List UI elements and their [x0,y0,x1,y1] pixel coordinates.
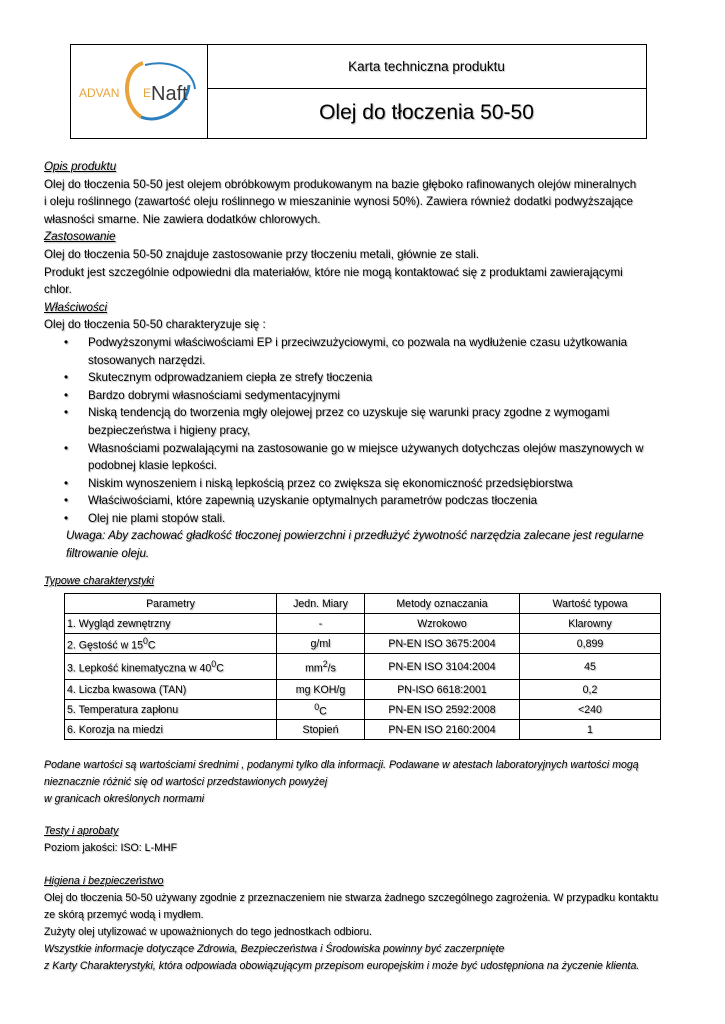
typical-table [64,593,661,740]
table-row [65,654,661,680]
cell-param: 4. Liczba kwasowa (TAN) [65,680,277,700]
application-line: Olej do tłoczenia 50-50 znajduje zastosowanie przy tłoczeniu metali, głównie ze stali. [44,247,479,261]
description-line: własności smarne. Nie zawiera dodatków chlorowych. [44,212,321,226]
tests-section [44,823,684,857]
table-row [65,720,661,740]
cell-value: 0,2 [520,680,661,700]
application-heading: Zastosowanie [44,230,116,244]
list-item [64,387,684,405]
unit-sup: 0 [314,701,320,712]
cell-param: 5. Temperatura zapłonu [65,700,277,720]
hygiene-heading: Higiena i bezpieczeństwo [44,875,164,887]
hygiene-line: Zużyty olej utylizować w upoważnionych do tego jednostkach odbioru. [44,926,373,938]
column-header: Metody oznaczania [365,594,520,614]
logo-text-tail: E [143,86,152,100]
bullet-icon: • [64,388,69,402]
bullet-icon: • [64,494,69,508]
bullet-icon: • [64,406,69,420]
list-item [64,492,684,510]
table-header-row [65,594,661,614]
list-item-text: Niską tendencją do tworzenia mgły olejowej przez co uzyskuje się warunki pracy zgodne z wymogami [88,406,610,420]
list-item-text: bezpieczeństwa i higieny pracy, [88,423,251,437]
disclaimer [44,757,684,808]
param-tail: C [216,662,224,675]
column-header: Wartość typowa [520,594,661,614]
unit-sup: 2 [322,658,328,669]
cell-param [65,654,277,680]
bullet-icon: • [64,335,69,349]
logo-text-left: ADVAN [79,86,120,100]
hygiene-line: z Karty Charakterystyki, która odpowiada obowiązującym przepisom europejskim i może być udostępniona na życzenie klienta. [44,960,640,972]
cell-unit: - [277,614,365,634]
typical-heading-wrap [44,573,684,590]
company-logo [71,45,207,138]
list-item-text: Niskim wynoszeniem i niską lepkością przez co zwiększa się ekonomiczność przedsiębiorstwa [88,476,573,490]
param-sup: 0 [142,635,148,646]
hygiene-line: ze skórą przemyć wodą i mydłem. [44,909,204,921]
list-item-text: Własnościami pozwalającymi na zastosowanie go w miejsce używanych dotychczas olejów maszynowych w [88,441,644,455]
properties-intro: Olej do tłoczenia 50-50 charakteryzuje się : [44,318,266,332]
list-item-text: stosowanych narzędzi. [88,353,206,367]
list-item [64,334,684,369]
table-row [65,614,661,634]
list-item [64,440,684,475]
list-item [64,510,684,528]
logo-cell [71,45,208,138]
column-header: Jedn. Miary [277,594,365,614]
note-line: filtrowanie oleju. [66,547,150,561]
bullet-icon: • [64,476,69,490]
list-item [64,369,684,387]
application-line: Produkt jest szczególnie odpowiedni dla materiałów, które nie mogą kontaktować się z produktami zawierającymi [44,265,623,279]
param-tail: C [147,639,156,652]
cell-value: Klarowny [520,614,661,634]
hygiene-section [44,873,684,975]
hygiene-line: Wszystkie informacje dotyczące Zdrowia, Bezpieczeństwa i Środowiska powinny być zaczerpnięte [44,943,505,955]
cell-value: 1 [520,720,661,740]
description-heading: Opis produktu [44,160,117,173]
param-text: 3. Lepkość kinematyczna w 40 [67,662,212,675]
bullet-icon: • [64,511,69,525]
cell-method: PN-EN ISO 3675:2004 [365,634,520,654]
cell-method: PN-EN ISO 2160:2004 [365,720,520,740]
unit-tail: C [319,705,327,718]
cell-unit: g/ml [277,634,365,654]
param-sup: 0 [211,658,217,669]
cell-unit [277,654,365,680]
table-row [65,700,661,720]
doc-type-title: Karta techniczna produktu [207,45,646,89]
cell-method: PN-ISO 6618:2001 [365,680,520,700]
tests-line: Poziom jakości: ISO: L-MHF [44,842,178,854]
list-item-text: Bardzo dobrymi własnościami sedymentacyjnymi [88,388,340,402]
list-item-text: Podwyższonymi właściwościami EP i przeciwzużyciowymi, co pozwala na wydłużenie czasu użytkowania [88,335,628,349]
cell-method: PN-EN ISO 3104:2004 [365,654,520,680]
list-item-text: podobnej klasie lepkości. [88,459,217,473]
properties-list [44,334,684,528]
param-text: 1. Wygląd zewnętrzny [67,617,171,630]
disclaimer-line: w granicach określonych normami [44,793,205,805]
unit-text: mm [305,662,323,675]
cell-value: 45 [520,654,661,680]
description-line: Olej do tłoczenia 50-50 jest olejem obróbkowym produkowanym na bazie głęboko rafinowanych olejów mineralnych [44,177,637,191]
cell-unit: Stopień [277,720,365,740]
list-item-text: Właściwościami, które zapewnią uzyskanie optymalnych parametrów podczas tłoczenia [88,494,538,508]
disclaimer-line: Podane wartości są wartościami średnimi , podanymi tylko dla informacji. Podawane w atestach laboratoryjnych wartości mogą [44,759,639,771]
cell-unit: mg KOH/g [277,680,365,700]
typical-heading: Typowe charakterystyki [44,575,154,587]
header-box [70,44,647,139]
bullet-icon: • [64,371,69,385]
content-body [44,158,684,563]
properties-heading: Właściwości [44,300,108,314]
cell-param [65,614,277,634]
cell-unit [277,700,365,720]
cell-value: <240 [520,700,661,720]
cell-param: 6. Korozja na miedzi [65,720,277,740]
cell-method: PN-EN ISO 2592:2008 [365,700,520,720]
list-item-text: Skutecznym odprowadzaniem ciepła ze strefy tłoczenia [88,371,373,385]
application-line: chlor. [44,283,72,297]
logo-text-right: Naft [151,83,188,105]
disclaimer-line: nieznacznie różnić się od wartości przedstawionych powyżej [44,776,328,788]
cell-param [65,634,277,654]
cell-method: Wzrokowo [365,614,520,634]
table-row [65,680,661,700]
tests-heading: Testy i aprobaty [44,825,119,837]
list-item [64,475,684,493]
note-line: Uwaga: Aby zachować gładkość tłoczonej powierzchni i przedłużyć żywotność narzędzia zalecane jest regularne [66,529,644,543]
description-line: i oleju roślinnego (zawartość oleju roślinnego w mieszaninie wynosi 50%). Zawiera również dodatki podwyższające [44,195,633,209]
list-item-text: Olej nie plami stopów stali. [88,511,226,525]
param-text: 2. Gęstość w 15 [67,639,143,652]
table-row [65,634,661,654]
hygiene-line: Olej do tłoczenia 50-50 używany zgodnie z przeznaczeniem nie stwarza żadnego szczególnego zagrożenia. W przypadku kontaktu [44,892,659,904]
list-item [64,404,684,439]
bullet-icon: • [64,441,69,455]
column-header: Parametry [65,594,277,614]
unit-tail: /s [327,662,336,675]
product-title: Olej do tłoczenia 50-50 [319,101,534,124]
cell-value: 0,899 [520,634,661,654]
